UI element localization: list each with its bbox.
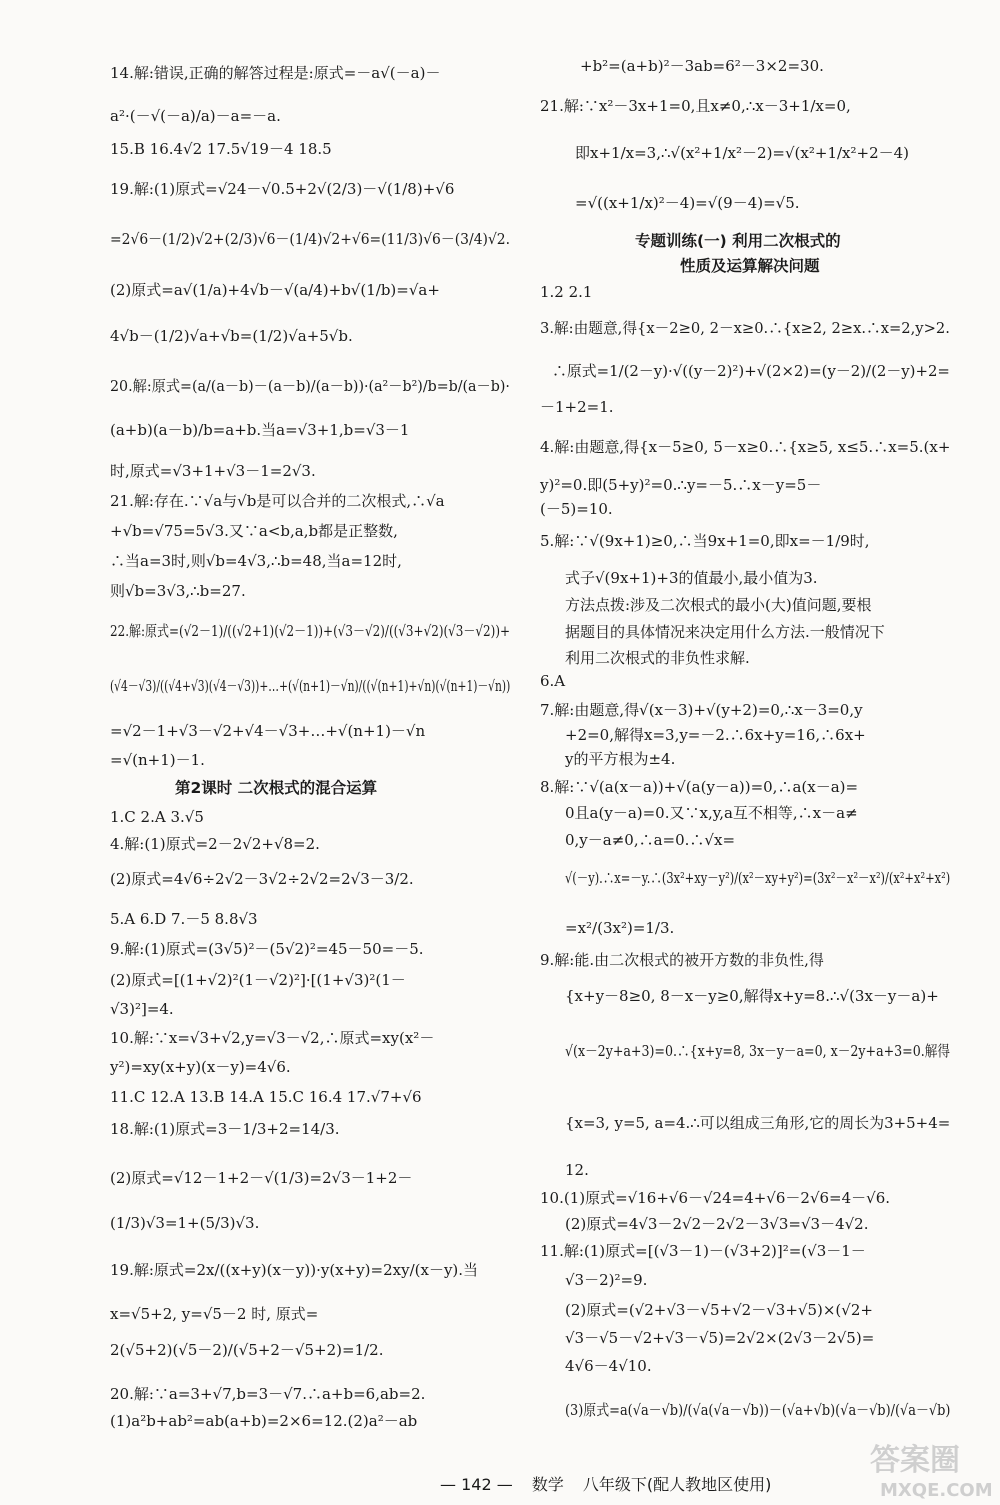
answer-line: 10.(1)原式=√16+√6－√24=4+√6－2√6=4－√6. [540, 1189, 891, 1207]
answer-line: 7.解:由题意,得√(x－3)+√(y+2)=0,∴x－3=0,y [540, 701, 863, 719]
answer-line: √3)²]=4. [110, 1000, 174, 1018]
answer-line: ∴当a=3时,则√b=4√3,∴b=48,当a=12时, [110, 552, 402, 570]
answer-line: 5.A 6.D 7.－5 8.8√3 [110, 910, 258, 928]
answer-line: √(x－2y+a+3)=0.∴{x+y=8, 3x－y－a=0, x－2y+a+3=0.解得 [565, 1042, 950, 1060]
answer-line: 9.解:能.由二次根式的被开方数的非负性,得 [540, 951, 824, 969]
page-footer [440, 1472, 840, 1495]
watermark-text: 答案圈 [870, 1443, 960, 1478]
answer-line: 则√b=3√3,∴b=27. [110, 582, 246, 600]
answer-line: =x²/(3x²)=1/3. [565, 919, 675, 937]
answer-line: 22.解:原式=(√2－1)/((√2+1)(√2－1))+(√3－√2)/((√3+√2)(√3－√2))+ [110, 622, 511, 640]
answer-line: 式子√(9x+1)+3的值最小,最小值为3. [565, 569, 818, 587]
answer-line: 1.2 2.1 [540, 283, 593, 301]
answer-line: {x+y－8≥0, 8－x－y≥0,解得x+y=8.∴√(3x－y－a)+ [565, 987, 939, 1005]
answer-line: +√b=√75=5√3.又∵a<b,a,b都是正整数, [110, 522, 398, 540]
answer-line: (1)a²b+ab²=ab(a+b)=2×6=12.(2)a²－ab [110, 1412, 418, 1430]
answer-line: 14.解:错误,正确的解答过程是:原式=－a√(－a)－ [110, 64, 441, 82]
answer-line: 20.解:∵a=3+√7,b=3－√7.∴a+b=6,ab=2. [110, 1385, 426, 1403]
answer-line: {x=3, y=5, a=4.∴可以组成三角形,它的周长为3+5+4= [565, 1114, 951, 1132]
answer-line: 15.B 16.4√2 17.5√19－4 18.5 [110, 140, 332, 158]
answer-line: 1.C 2.A 3.√5 [110, 808, 204, 826]
answer-line: 21.解:∵x²－3x+1=0,且x≠0,∴x－3+1/x=0, [540, 97, 851, 115]
answer-line: a²·(－√(－a)/a)－a=－a. [110, 107, 281, 125]
answer-line: 5.解:∵√(9x+1)≥0,∴当9x+1=0,即x=－1/9时, [540, 532, 870, 550]
answer-line: x=√5+2, y=√5－2 时, 原式= [110, 1305, 319, 1323]
answer-line: 即x+1/x=3,∴√(x²+1/x²－2)=√(x²+1/x²+2－4) [575, 144, 910, 162]
answer-line: √(－y).∴x=－y.∴(3x²+xy－y²)/(x²－xy+y²)=(3x²－x²－x²)/(x²+x²+x²) [565, 869, 951, 887]
answer-line: 18.解:(1)原式=3－1/3+2=14/3. [110, 1120, 340, 1138]
answer-line: (2)原式=[(1+√2)²(1－√2)²]·[(1+√3)²(1－ [110, 971, 406, 989]
answer-line: 21.解:存在.∵√a与√b是可以合并的二次根式,∴√a [110, 492, 445, 510]
answer-line: 据题目的具体情况来决定用什么方法.一般情况下 [565, 623, 885, 641]
answer-line: (2)原式=√12－1+2－√(1/3)=2√3－1+2－ [110, 1169, 413, 1187]
answer-line: 10.解:∵x=√3+√2,y=√3－√2,∴原式=xy(x²－ [110, 1029, 435, 1047]
answer-line: +2=0,解得x=3,y=－2.∴6x+y=16,∴6x+ [565, 726, 866, 744]
answer-line: y)²=0.即(5+y)²=0.∴y=－5.∴x－y=5－ [540, 476, 822, 494]
answer-line: (√4－√3)/((√4+√3)(√4－√3))+…+(√(n+1)－√n)/((√(n+1)+√n)(√(n+1)－√n)) [110, 677, 511, 695]
answer-line: √3－2)²=9. [565, 1271, 648, 1289]
answer-line: √3－√5－√2+√3－√5)=2√2×(2√3－2√5)= [565, 1329, 875, 1347]
answer-line: 9.解:(1)原式=(3√5)²－(5√2)²=45－50=－5. [110, 940, 424, 958]
answer-line: －1+2=1. [540, 398, 614, 416]
section-heading: 第2课时 二次根式的混合运算 [175, 779, 378, 797]
answer-line: +b²=(a+b)²－3ab=6²－3×2=30. [580, 57, 824, 75]
answer-line: y的平方根为±4. [565, 750, 676, 768]
answer-line: 0且a(y－a)=0.又∵x,y,a互不相等,∴x－a≠ [565, 804, 858, 822]
answer-line: =√2－1+√3－√2+√4－√3+…+√(n+1)－√n [110, 722, 426, 740]
answer-line: 3.解:由题意,得{x－2≥0, 2－x≥0.∴{x≥2, 2≥x.∴x=2,y>2. [540, 319, 950, 337]
answer-line: ∴原式=1/(2－y)·√((y－2)²)+√(2×2)=(y－2)/(2－y)+2= [552, 362, 950, 380]
answer-line: =√((x+1/x)²－4)=√(9－4)=√5. [575, 194, 800, 212]
section-heading: 性质及运算解决问题 [680, 257, 820, 275]
answer-line: =√(n+1)－1. [110, 751, 205, 769]
answer-line: (2)原式=4√3－2√2－2√2－3√3=√3－4√2. [565, 1215, 869, 1233]
answer-line: (a+b)(a－b)/b=a+b.当a=√3+1,b=√3－1 [110, 421, 410, 439]
watermark-url: MXQE.COM [880, 1480, 993, 1501]
answer-line: (1/3)√3=1+(5/3)√3. [110, 1214, 260, 1232]
answer-line: 4.解:由题意,得{x－5≥0, 5－x≥0.∴{x≥5, x≤5.∴x=5.(x+ [540, 438, 951, 456]
answer-line: y²)=xy(x+y)(x－y)=4√6. [110, 1058, 291, 1076]
page-number: — 142 — [440, 1475, 513, 1494]
answer-line: 方法点拨:涉及二次根式的最小(大)值问题,要根 [565, 596, 872, 614]
answer-line: (2)原式=(√2+√3－√5+√2－√3+√5)×(√2+ [565, 1301, 873, 1319]
answer-line: 4√b－(1/2)√a+√b=(1/2)√a+5√b. [110, 327, 353, 345]
answer-line: =2√6－(1/2)√2+(2/3)√6－(1/4)√2+√6=(11/3)√6－(3/4)√2. [110, 230, 511, 248]
answer-line: 19.解:原式=2x/((x+y)(x－y))·y(x+y)=2xy/(x－y).当 [110, 1261, 479, 1279]
answer-line: 6.A [540, 672, 566, 690]
answer-line: 8.解:∵√(a(x－a))+√(a(y－a))=0,∴a(x－a)= [540, 778, 859, 796]
answer-line: 11.C 12.A 13.B 14.A 15.C 16.4 17.√7+√6 [110, 1088, 422, 1106]
answer-line: (3)原式=a(√a－√b)/(√a(√a－√b))－(√a+√b)(√a－√b)/(√a－√b) [565, 1401, 951, 1419]
answer-line: (－5)=10. [540, 500, 613, 518]
answer-line: 利用二次根式的非负性求解. [565, 649, 750, 667]
answer-line: 0,y－a≠0,∴a=0.∴√x= [565, 831, 736, 849]
answer-line: 12. [565, 1161, 589, 1179]
answer-line: 20.解:原式=(a/(a－b)－(a－b)/(a－b))·(a²－b²)/b=b/(a－b)· [110, 377, 510, 395]
answer-line: 4.解:(1)原式=2－2√2+√8=2. [110, 835, 320, 853]
section-heading: 专题训练(一) 利用二次根式的 [635, 232, 841, 250]
answer-line: 时,原式=√3+1+√3－1=2√3. [110, 462, 316, 480]
footer-grade: 八年级下(配人教地区使用) [582, 1475, 772, 1494]
footer-subject: 数学 [531, 1475, 564, 1494]
watermark-logo [860, 1430, 995, 1502]
answer-line: 2(√5+2)(√5－2)/(√5+2－√5+2)=1/2. [110, 1341, 384, 1359]
answer-line: 19.解:(1)原式=√24－√0.5+2√(2/3)－√(1/8)+√6 [110, 180, 455, 198]
answer-line: 11.解:(1)原式=[(√3－1)－(√3+2)]²=(√3－1－ [540, 1242, 866, 1260]
answer-line: (2)原式=4√6÷2√2－3√2÷2√2=2√3－3/2. [110, 870, 414, 888]
answer-line: (2)原式=a√(1/a)+4√b－√(a/4)+b√(1/b)=√a+ [110, 281, 440, 299]
answer-line: 4√6－4√10. [565, 1357, 652, 1375]
